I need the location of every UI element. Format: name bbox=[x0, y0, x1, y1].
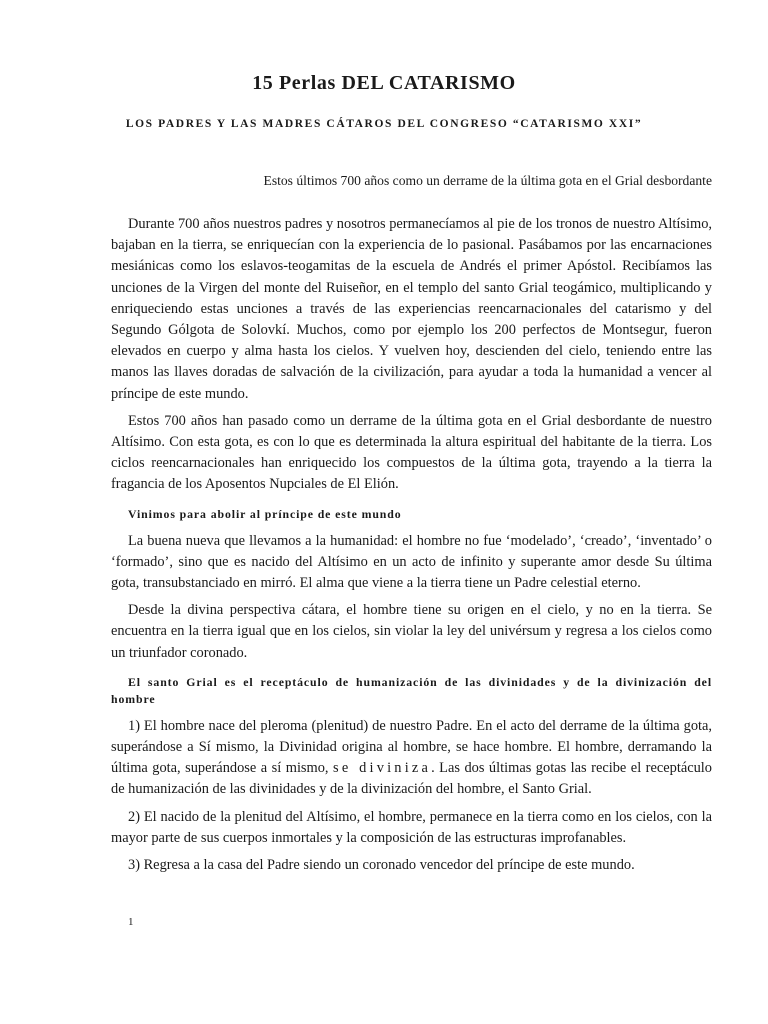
page-number: 1 bbox=[128, 916, 134, 928]
paragraph: Estos 700 años han pasado como un derrame de la última gota en el Grial desbordante de nuestro Altísimo. Con esta gota, es con lo que es determinada la altura espiritual del habitante de la tierra. Los ciclos reencarnacionales han enriquecido los compuestos de la última gota, trayendo a la tierra la fragancia de los Aposentos Nupciales de El Elión. bbox=[111, 412, 712, 493]
epigraph: Estos últimos 700 años como un derrame de la última gota en el Grial desbordante bbox=[263, 173, 712, 188]
section-heading: El santo Grial es el receptáculo de humanización de las divinidades y de la divinización del hombre bbox=[111, 674, 712, 706]
paragraph: Desde la divina perspectiva cátara, el hombre tiene su origen en el cielo, y no en la tierra. Se encuentra en la tierra igual que en los cielos, sin violar la ley del univérsum y regresa a los cielos como un triunfador coronado. bbox=[111, 602, 712, 661]
paragraph: La buena nueva que llevamos a la humanidad: el hombre no fue ‘modelado’, ‘creado’, ‘inventado’ o ‘formado’, sino que es nacido del Altísimo en un acto de infinito y superante amor desde Su última gota, transubstanciado en mirró. El alma que viene a la tierra tiene un Padre celestial eterno. bbox=[111, 532, 712, 592]
paragraph: Durante 700 años nuestros padres y nosotros permanecíamos al pie de los tronos de nuestro Altísimo, bajaban en la tierra, se enriquecían con la experiencia de lo pasional. Pasábamos por las encarnaciones mesiánicas como los eslavos-teogamitas de la escuela de Andrés el primer Apóstol. Recibíamos las unciones de la Virgen del monte del Ruiseñor, en el templo del santo Grial teogámico, multiplicando y enriqueciendo estas unciones a través de las experiencias reencarnacionales del catarismo y del Segundo Gólgota de Solovkí. Muchos, como por ejemplo los 200 perfectos de Montsegur, fueron elevados en cuerpo y alma hasta los cielos. Y vuelven hoy, descienden del cielo, teniendo entre las manos las llaves doradas de salvación de la civilización, para ayudar a toda la humanidad a vencer al príncipe de este mundo. bbox=[111, 216, 712, 402]
paragraph-text: 1) El hombre nace del pleroma (plenitud) de nuestro Padre. En el acto del derrame de la última gota, superándose a Sí mismo, la Divinidad origina al hombre, se hace hombre. El hombre, derramando la última gota, superándose a sí mismo, bbox=[111, 717, 712, 777]
document-title: 15 Perlas DEL CATARISMO bbox=[252, 72, 516, 94]
section-heading: Vinimos para abolir al príncipe de este mundo bbox=[128, 506, 402, 521]
paragraph-text: . Las dos últimas gotas las recibe el receptáculo de humanización de las divinidades y de la divinización del hombre, el Santo Grial. bbox=[111, 760, 712, 798]
document-body bbox=[111, 214, 712, 882]
paragraph: 2) El nacido de la plenitud del Altísimo, el hombre, permanece en la tierra como en los cielos, con la mayor parte de sus cuerpos inmortales y la composición de las estructuras improfanables. bbox=[111, 808, 712, 846]
paragraph: 3) Regresa a la casa del Padre siendo un coronado vencedor del príncipe de este mundo. bbox=[128, 857, 635, 874]
document-subtitle: LOS PADRES Y LAS MADRES CÁTAROS DEL CONGRESO “CATARISMO XXI” bbox=[125, 118, 643, 130]
paragraph bbox=[111, 716, 712, 801]
spaced-emphasis: se diviniza bbox=[333, 760, 432, 777]
